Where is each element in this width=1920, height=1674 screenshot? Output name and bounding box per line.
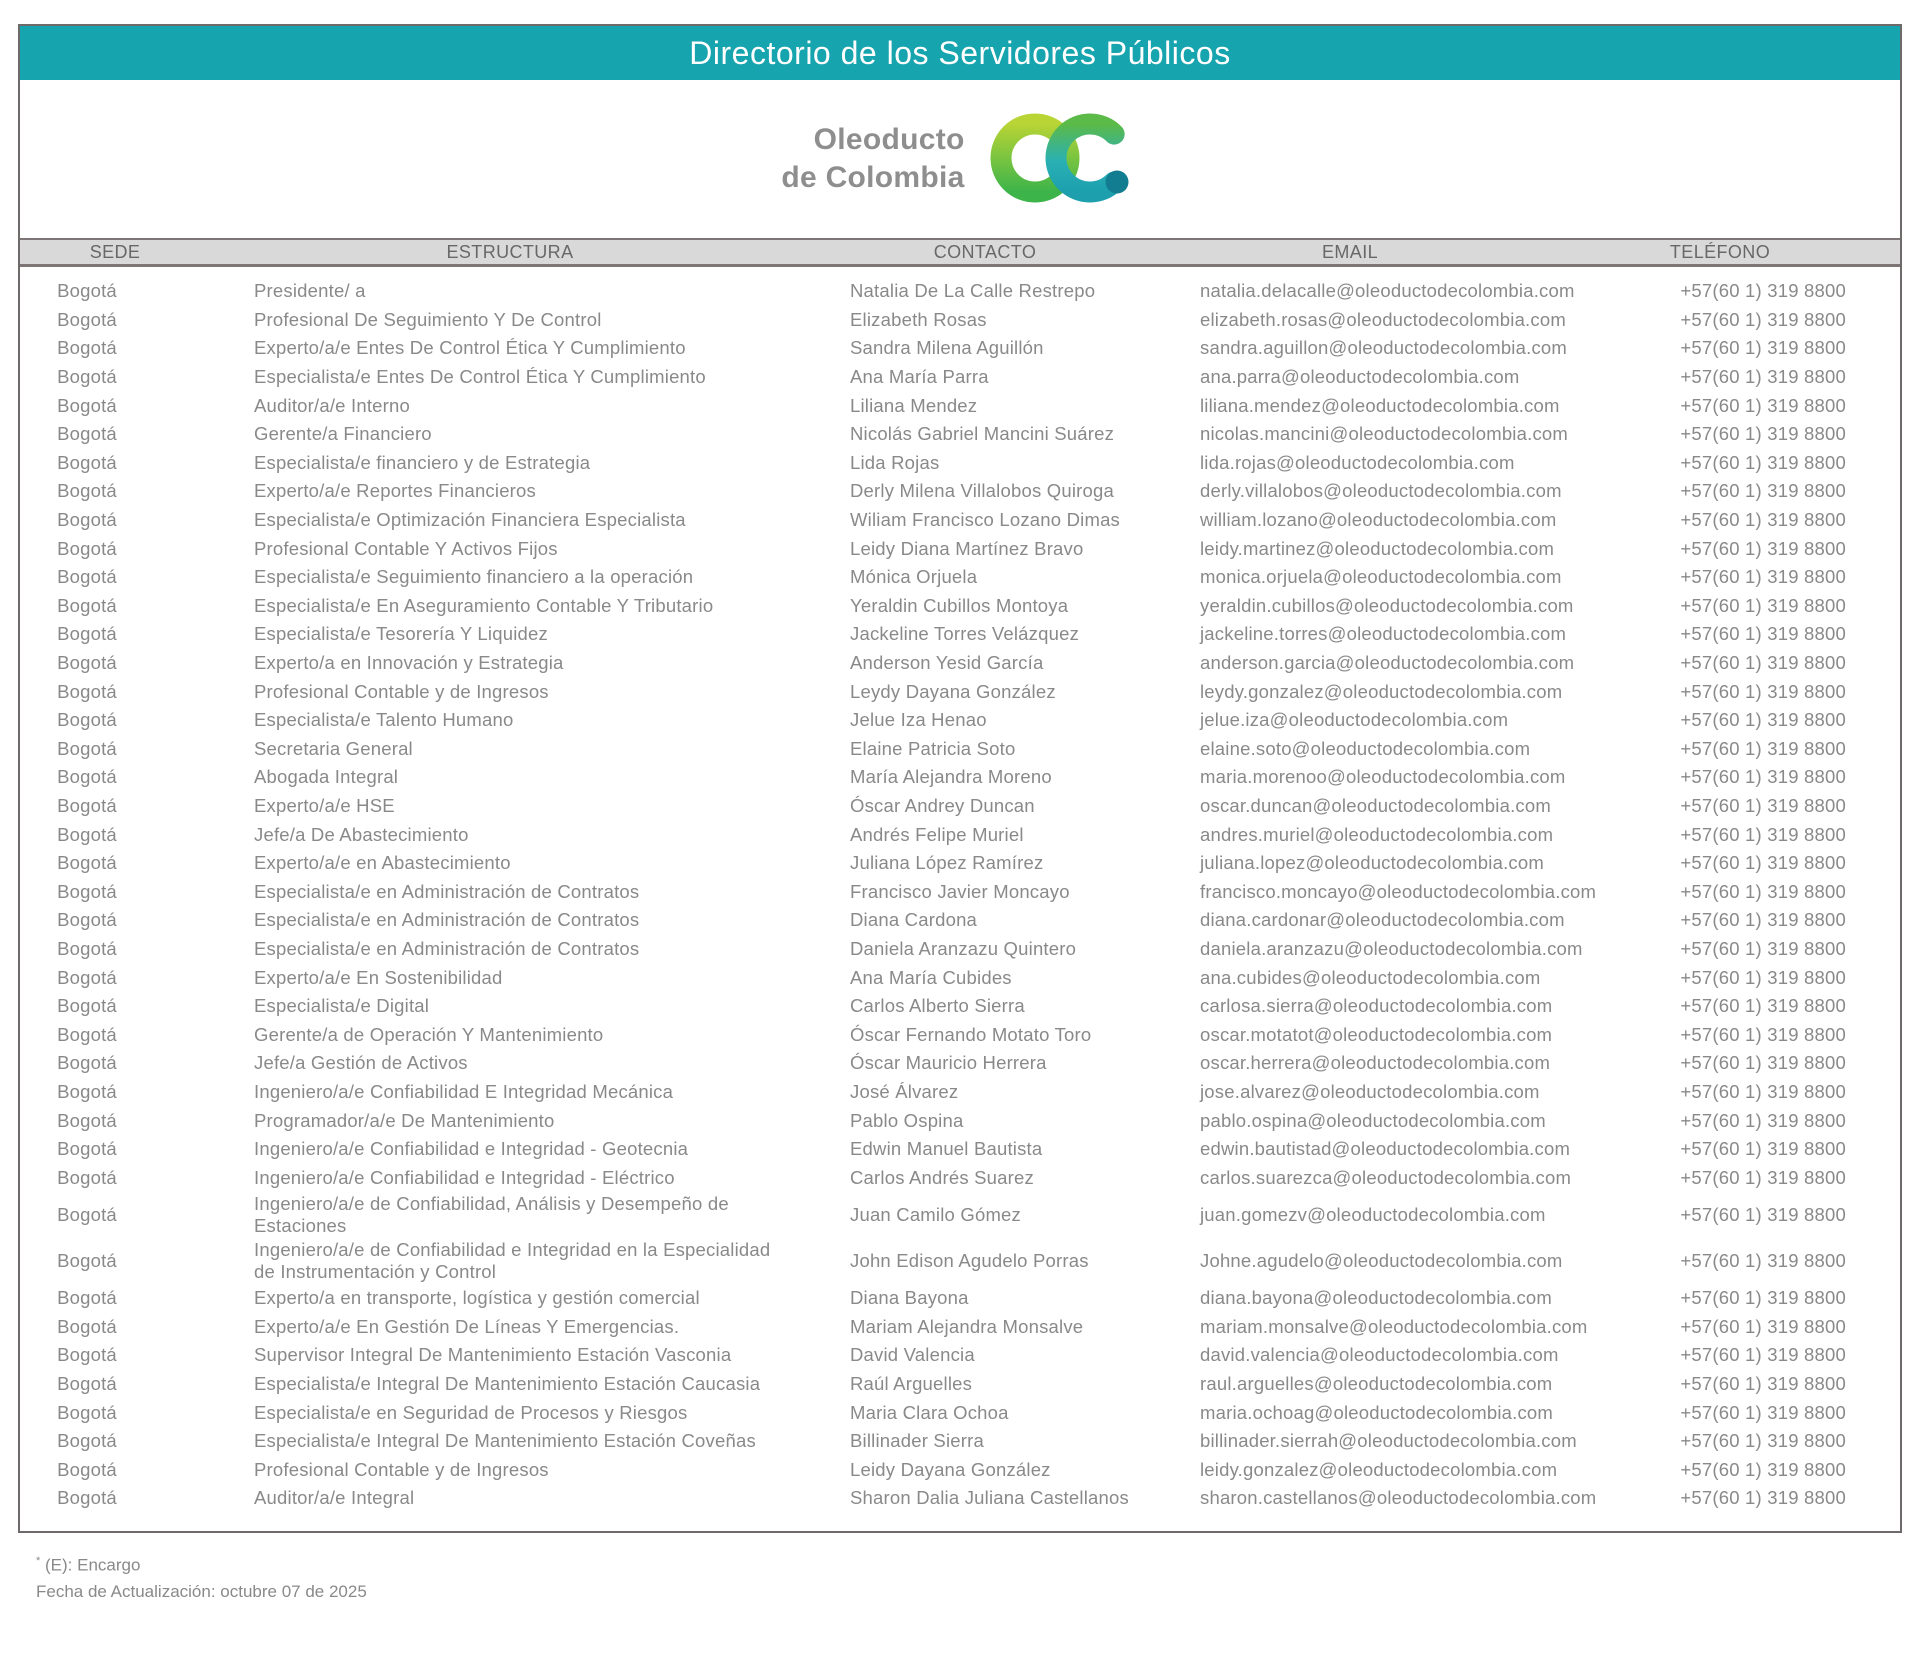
table-row [20,1313,1900,1342]
cell-contacto: Leidy Diana Martínez Bravo [850,537,1084,559]
cell-estructura: Supervisor Integral De Mantenimiento Estación Vasconia [254,1344,732,1366]
cell-telefono: +57(60 1) 319 8800 [1680,852,1846,874]
table-row [20,1370,1900,1399]
cell-email: billinader.sierrah@oleoductodecolombia.com [1200,1430,1577,1452]
cell-sede: Bogotá [57,680,117,702]
table-row [20,1341,1900,1370]
cell-email: ana.parra@oleoductodecolombia.com [1200,366,1520,388]
table-row [20,1078,1900,1107]
cell-contacto: Wiliam Francisco Lozano Dimas [850,509,1121,531]
cell-email: maria.ochoag@oleoductodecolombia.com [1200,1401,1554,1423]
cell-sede: Bogotá [57,1052,117,1074]
cell-telefono: +57(60 1) 319 8800 [1680,1401,1846,1423]
cell-sede: Bogotá [57,423,117,445]
cell-email: yeraldin.cubillos@oleoductodecolombia.com [1200,594,1574,616]
cell-telefono: +57(60 1) 319 8800 [1680,1373,1846,1395]
cell-sede: Bogotá [57,737,117,759]
cell-contacto: Liliana Mendez [850,394,978,416]
cell-estructura: Auditor/a/e Integral [254,1487,415,1509]
cell-telefono: +57(60 1) 319 8800 [1680,308,1846,330]
cell-email: ana.cubides@oleoductodecolombia.com [1200,966,1541,988]
cell-telefono: +57(60 1) 319 8800 [1680,337,1846,359]
cell-sede: Bogotá [57,566,117,588]
cell-contacto: Carlos Alberto Sierra [850,995,1025,1017]
table-row [20,391,1900,420]
table-row [20,1106,1900,1135]
table-row [20,334,1900,363]
column-header-estructura: ESTRUCTURA [446,241,574,262]
cell-email: leydy.gonzalez@oleoductodecolombia.com [1200,680,1563,702]
table-row [20,420,1900,449]
cell-estructura: Ingeniero/a/e de Confiabilidad, Análisis y Desempeño de Estaciones [254,1193,729,1236]
cell-estructura: Programador/a/e De Mantenimiento [254,1109,555,1131]
cell-estructura: Especialista/e Integral De Mantenimiento Estación Coveñas [254,1430,756,1452]
table-row [20,1398,1900,1427]
cell-contacto: Yeraldin Cubillos Montoya [850,594,1069,616]
cell-sede: Bogotá [57,766,117,788]
table-row [20,735,1900,764]
table-header-row [20,238,1900,267]
cell-estructura: Profesional De Seguimiento Y De Control [254,308,602,330]
cell-contacto: Jelue Iza Henao [850,709,987,731]
cell-contacto: Óscar Mauricio Herrera [850,1052,1047,1074]
cell-estructura: Experto/a en transporte, logística y gestión comercial [254,1287,700,1309]
table-row [20,1049,1900,1078]
table-row [20,792,1900,821]
cell-email: monica.orjuela@oleoductodecolombia.com [1200,566,1562,588]
cell-sede: Bogotá [57,623,117,645]
cell-email: carlos.suarezca@oleoductodecolombia.com [1200,1166,1572,1188]
cell-telefono: +57(60 1) 319 8800 [1680,1052,1846,1074]
cell-telefono: +57(60 1) 319 8800 [1680,623,1846,645]
cell-contacto: Elaine Patricia Soto [850,737,1016,759]
cell-contacto: Leidy Dayana González [850,1458,1051,1480]
cell-estructura: Especialista/e en Administración de Contratos [254,880,640,902]
cell-telefono: +57(60 1) 319 8800 [1680,966,1846,988]
table-row [20,906,1900,935]
column-header-contacto: CONTACTO [933,241,1037,262]
cell-telefono: +57(60 1) 319 8800 [1680,280,1846,302]
cell-email: carlosa.sierra@oleoductodecolombia.com [1200,995,1553,1017]
cell-sede: Bogotá [57,394,117,416]
cell-contacto: Leydy Dayana González [850,680,1056,702]
cell-email: andres.muriel@oleoductodecolombia.com [1200,823,1554,845]
table-row [20,1020,1900,1049]
cell-contacto: Sandra Milena Aguillón [850,337,1044,359]
cell-estructura: Abogada Integral [254,766,399,788]
cell-sede: Bogotá [57,1287,117,1309]
cell-email: jelue.iza@oleoductodecolombia.com [1200,709,1509,731]
cell-estructura: Experto/a/e Entes De Control Ética Y Cumplimiento [254,337,686,359]
cell-email: Johne.agudelo@oleoductodecolombia.com [1200,1250,1563,1271]
cell-sede: Bogotá [57,1430,117,1452]
cell-estructura: Profesional Contable y de Ingresos [254,1458,549,1480]
cell-estructura: Profesional Contable y de Ingresos [254,680,549,702]
cell-estructura: Experto/a/e HSE [254,794,395,816]
cell-sede: Bogotá [57,1458,117,1480]
cell-sede: Bogotá [57,794,117,816]
cell-sede: Bogotá [57,1344,117,1366]
cell-contacto: Maria Clara Ochoa [850,1401,1009,1423]
footnotes [36,1548,367,1605]
cell-telefono: +57(60 1) 319 8800 [1680,1315,1846,1337]
column-header-email: EMAIL [1321,241,1379,262]
cell-email: francisco.moncayo@oleoductodecolombia.com [1200,880,1597,902]
table-row [20,449,1900,478]
cell-sede: Bogotá [57,852,117,874]
table-row [20,506,1900,535]
cell-contacto: María Alejandra Moreno [850,766,1052,788]
cell-sede: Bogotá [57,1138,117,1160]
footnote-update-date: Fecha de Actualización: octubre 07 de 2025 [36,1581,367,1601]
footnote-encargo: * (E): Encargo [36,1555,141,1575]
cell-telefono: +57(60 1) 319 8800 [1680,537,1846,559]
cell-telefono: +57(60 1) 319 8800 [1680,794,1846,816]
cell-estructura: Ingeniero/a/e de Confiabilidad e Integridad en la Especialidad de Instrumentación y Control [254,1239,771,1282]
cell-estructura: Gerente/a de Operación Y Mantenimiento [254,1023,604,1045]
cell-telefono: +57(60 1) 319 8800 [1680,737,1846,759]
cell-estructura: Auditor/a/e Interno [254,394,411,416]
cell-contacto: Billinader Sierra [850,1430,984,1452]
cell-telefono: +57(60 1) 319 8800 [1680,880,1846,902]
table-row [20,363,1900,392]
cell-contacto: Pablo Ospina [850,1109,964,1131]
cell-contacto: Elizabeth Rosas [850,308,987,330]
table-row [20,1427,1900,1456]
cell-telefono: +57(60 1) 319 8800 [1680,1250,1846,1271]
cell-sede: Bogotá [57,966,117,988]
cell-email: nicolas.mancini@oleoductodecolombia.com [1200,423,1568,445]
cell-telefono: +57(60 1) 319 8800 [1680,366,1846,388]
cell-telefono: +57(60 1) 319 8800 [1680,1287,1846,1309]
cell-estructura: Ingeniero/a/e Confiabilidad E Integridad Mecánica [254,1080,674,1102]
cell-estructura: Experto/a/e En Gestión De Líneas Y Emergencias. [254,1315,680,1337]
cell-email: leidy.martinez@oleoductodecolombia.com [1200,537,1555,559]
cell-estructura: Especialista/e en Administración de Contratos [254,937,640,959]
cell-email: juan.gomezv@oleoductodecolombia.com [1200,1204,1546,1225]
cell-email: diana.cardonar@oleoductodecolombia.com [1200,909,1565,931]
cell-contacto: Andrés Felipe Muriel [850,823,1024,845]
cell-sede: Bogotá [57,451,117,473]
table-row [20,620,1900,649]
cell-sede: Bogotá [57,909,117,931]
cell-telefono: +57(60 1) 319 8800 [1680,1487,1846,1509]
cell-email: oscar.motatot@oleoductodecolombia.com [1200,1023,1553,1045]
cell-telefono: +57(60 1) 319 8800 [1680,394,1846,416]
cell-contacto: Carlos Andrés Suarez [850,1166,1034,1188]
cell-sede: Bogotá [57,537,117,559]
cell-email: david.valencia@oleoductodecolombia.com [1200,1344,1559,1366]
cell-email: jose.alvarez@oleoductodecolombia.com [1200,1080,1540,1102]
cell-telefono: +57(60 1) 319 8800 [1680,680,1846,702]
cell-sede: Bogotá [57,1023,117,1045]
table-row [20,820,1900,849]
cell-email: william.lozano@oleoductodecolombia.com [1200,509,1557,531]
table-body [20,267,1900,1531]
cell-email: liliana.mendez@oleoductodecolombia.com [1200,394,1560,416]
cell-telefono: +57(60 1) 319 8800 [1680,451,1846,473]
cell-sede: Bogotá [57,1109,117,1131]
cell-estructura: Experto/a en Innovación y Estrategia [254,652,564,674]
cell-sede: Bogotá [57,1373,117,1395]
cell-contacto: Jackeline Torres Velázquez [850,623,1080,645]
cell-telefono: +57(60 1) 319 8800 [1680,480,1846,502]
cell-email: leidy.gonzalez@oleoductodecolombia.com [1200,1458,1558,1480]
cell-telefono: +57(60 1) 319 8800 [1680,1458,1846,1480]
footnote-asterisk: * [36,1555,41,1567]
cell-estructura: Experto/a/e en Abastecimiento [254,852,511,874]
logo-text [781,121,964,197]
cell-estructura: Jefe/a Gestión de Activos [254,1052,468,1074]
cell-sede: Bogotá [57,1401,117,1423]
cell-email: daniela.aranzazu@oleoductodecolombia.com [1200,937,1583,959]
cell-contacto: Óscar Fernando Motato Toro [850,1023,1092,1045]
cell-contacto: Lida Rojas [850,451,940,473]
cell-contacto: Juliana López Ramírez [850,852,1044,874]
title-bar [20,26,1900,80]
cell-contacto: Anderson Yesid García [850,652,1044,674]
cell-contacto: Derly Milena Villalobos Quiroga [850,480,1114,502]
cell-email: natalia.delacalle@oleoductodecolombia.com [1200,280,1575,302]
table-row [20,1238,1900,1284]
cell-telefono: +57(60 1) 319 8800 [1680,1344,1846,1366]
cell-sede: Bogotá [57,1250,117,1271]
cell-estructura: Presidente/ a [254,280,366,302]
cell-contacto: Mariam Alejandra Monsalve [850,1315,1084,1337]
cell-telefono: +57(60 1) 319 8800 [1680,1166,1846,1188]
cell-estructura: Ingeniero/a/e Confiabilidad e Integridad - Eléctrico [254,1166,675,1188]
cell-sede: Bogotá [57,509,117,531]
cell-telefono: +57(60 1) 319 8800 [1680,1204,1846,1225]
cell-email: jackeline.torres@oleoductodecolombia.com [1200,623,1567,645]
logo-text-line1: Oleoducto [813,123,965,156]
cell-email: derly.villalobos@oleoductodecolombia.com [1200,480,1562,502]
cell-estructura: Especialista/e financiero y de Estrategia [254,451,591,473]
cell-sede: Bogotá [57,1166,117,1188]
cell-email: edwin.bautistad@oleoductodecolombia.com [1200,1138,1571,1160]
cell-telefono: +57(60 1) 319 8800 [1680,995,1846,1017]
table-row [20,877,1900,906]
cell-email: lida.rojas@oleoductodecolombia.com [1200,451,1515,473]
cell-estructura: Especialista/e en Administración de Contratos [254,909,640,931]
cell-estructura: Jefe/a De Abastecimiento [254,823,469,845]
logo [20,80,1900,238]
cell-contacto: Ana María Parra [850,366,989,388]
cell-telefono: +57(60 1) 319 8800 [1680,509,1846,531]
cell-estructura: Especialista/e Seguimiento financiero a la operación [254,566,694,588]
cell-sede: Bogotá [57,337,117,359]
table-row [20,477,1900,506]
cell-contacto: Juan Camilo Gómez [850,1204,1021,1225]
table-row [20,592,1900,621]
table-row [20,1192,1900,1238]
cell-contacto: Óscar Andrey Duncan [850,794,1035,816]
cell-email: raul.arguelles@oleoductodecolombia.com [1200,1373,1553,1395]
cell-email: anderson.garcia@oleoductodecolombia.com [1200,652,1575,674]
cell-estructura: Experto/a/e En Sostenibilidad [254,966,503,988]
column-header-telefono: TELÉFONO [1669,241,1771,262]
cell-sede: Bogotá [57,480,117,502]
cell-estructura: Especialista/e Tesorería Y Liquidez [254,623,548,645]
cell-contacto: Edwin Manuel Bautista [850,1138,1043,1160]
cell-telefono: +57(60 1) 319 8800 [1680,1023,1846,1045]
cell-estructura: Especialista/e Entes De Control Ética Y Cumplimiento [254,366,706,388]
cell-email: pablo.ospina@oleoductodecolombia.com [1200,1109,1546,1131]
cell-sede: Bogotá [57,308,117,330]
cell-sede: Bogotá [57,1315,117,1337]
cell-email: juliana.lopez@oleoductodecolombia.com [1200,852,1544,874]
table-row [20,677,1900,706]
table-row [20,1484,1900,1513]
cell-contacto: Mónica Orjuela [850,566,978,588]
cell-estructura: Experto/a/e Reportes Financieros [254,480,536,502]
table-row [20,935,1900,964]
cell-telefono: +57(60 1) 319 8800 [1680,766,1846,788]
cell-email: sandra.aguillon@oleoductodecolombia.com [1200,337,1567,359]
cell-email: oscar.duncan@oleoductodecolombia.com [1200,794,1551,816]
cell-sede: Bogotá [57,366,117,388]
cell-telefono: +57(60 1) 319 8800 [1680,1430,1846,1452]
cell-telefono: +57(60 1) 319 8800 [1680,1080,1846,1102]
cell-contacto: Nicolás Gabriel Mancini Suárez [850,423,1115,445]
cell-contacto: Diana Cardona [850,909,978,931]
cell-sede: Bogotá [57,280,117,302]
cell-email: maria.morenoo@oleoductodecolombia.com [1200,766,1566,788]
cell-contacto: Natalia De La Calle Restrepo [850,280,1096,302]
table-row [20,306,1900,335]
column-header-sede: SEDE [89,241,141,262]
cell-telefono: +57(60 1) 319 8800 [1680,594,1846,616]
cell-email: elizabeth.rosas@oleoductodecolombia.com [1200,308,1566,330]
table-row [20,534,1900,563]
cell-email: oscar.herrera@oleoductodecolombia.com [1200,1052,1551,1074]
cell-contacto: Diana Bayona [850,1287,969,1309]
cell-estructura: Especialista/e En Aseguramiento Contable Y Tributario [254,594,714,616]
cell-contacto: José Álvarez [850,1080,959,1102]
cell-estructura: Especialista/e Digital [254,995,430,1017]
cell-sede: Bogotá [57,937,117,959]
cell-estructura: Ingeniero/a/e Confiabilidad e Integridad - Geotecnia [254,1138,689,1160]
cell-sede: Bogotá [57,1080,117,1102]
table-row [20,277,1900,306]
cell-telefono: +57(60 1) 319 8800 [1680,1109,1846,1131]
cell-telefono: +57(60 1) 319 8800 [1680,937,1846,959]
cell-estructura: Especialista/e Integral De Mantenimiento Estación Caucasia [254,1373,761,1395]
table-row [20,706,1900,735]
cell-estructura: Gerente/a Financiero [254,423,432,445]
cell-estructura: Especialista/e Talento Humano [254,709,514,731]
cell-sede: Bogotá [57,1487,117,1509]
table-row [20,763,1900,792]
cell-telefono: +57(60 1) 319 8800 [1680,1138,1846,1160]
cell-email: diana.bayona@oleoductodecolombia.com [1200,1287,1553,1309]
table-row [20,963,1900,992]
table-row [20,849,1900,878]
cell-email: sharon.castellanos@oleoductodecolombia.com [1200,1487,1597,1509]
cell-telefono: +57(60 1) 319 8800 [1680,566,1846,588]
cell-contacto: John Edison Agudelo Porras [850,1250,1089,1271]
cell-sede: Bogotá [57,995,117,1017]
cell-estructura: Especialista/e Optimización Financiera Especialista [254,509,686,531]
table-row [20,1456,1900,1485]
cell-sede: Bogotá [57,709,117,731]
cell-contacto: Francisco Javier Moncayo [850,880,1070,902]
table-row [20,1163,1900,1192]
table-row [20,563,1900,592]
table-row [20,1284,1900,1313]
directory-document [18,24,1902,1533]
cell-estructura: Secretaria General [254,737,413,759]
cell-sede: Bogotá [57,823,117,845]
cell-telefono: +57(60 1) 319 8800 [1680,423,1846,445]
cell-contacto: Ana María Cubides [850,966,1012,988]
cell-estructura: Profesional Contable Y Activos Fijos [254,537,558,559]
cell-sede: Bogotá [57,652,117,674]
cell-sede: Bogotá [57,880,117,902]
cell-contacto: Raúl Arguelles [850,1373,973,1395]
cell-contacto: Sharon Dalia Juliana Castellanos [850,1487,1129,1509]
cell-telefono: +57(60 1) 319 8800 [1680,652,1846,674]
cell-contacto: David Valencia [850,1344,975,1366]
cell-sede: Bogotá [57,594,117,616]
cell-sede: Bogotá [57,1204,117,1225]
logo-text-line2: de Colombia [781,161,965,194]
table-row [20,1135,1900,1164]
oleoducto-logo-icon [987,100,1139,218]
cell-email: elaine.soto@oleoductodecolombia.com [1200,737,1531,759]
cell-telefono: +57(60 1) 319 8800 [1680,823,1846,845]
table-row [20,992,1900,1021]
table-row [20,649,1900,678]
page-title: Directorio de los Servidores Públicos [689,34,1231,71]
cell-estructura: Especialista/e en Seguridad de Procesos y Riesgos [254,1401,688,1423]
cell-telefono: +57(60 1) 319 8800 [1680,909,1846,931]
cell-telefono: +57(60 1) 319 8800 [1680,709,1846,731]
cell-contacto: Daniela Aranzazu Quintero [850,937,1077,959]
cell-email: mariam.monsalve@oleoductodecolombia.com [1200,1315,1588,1337]
